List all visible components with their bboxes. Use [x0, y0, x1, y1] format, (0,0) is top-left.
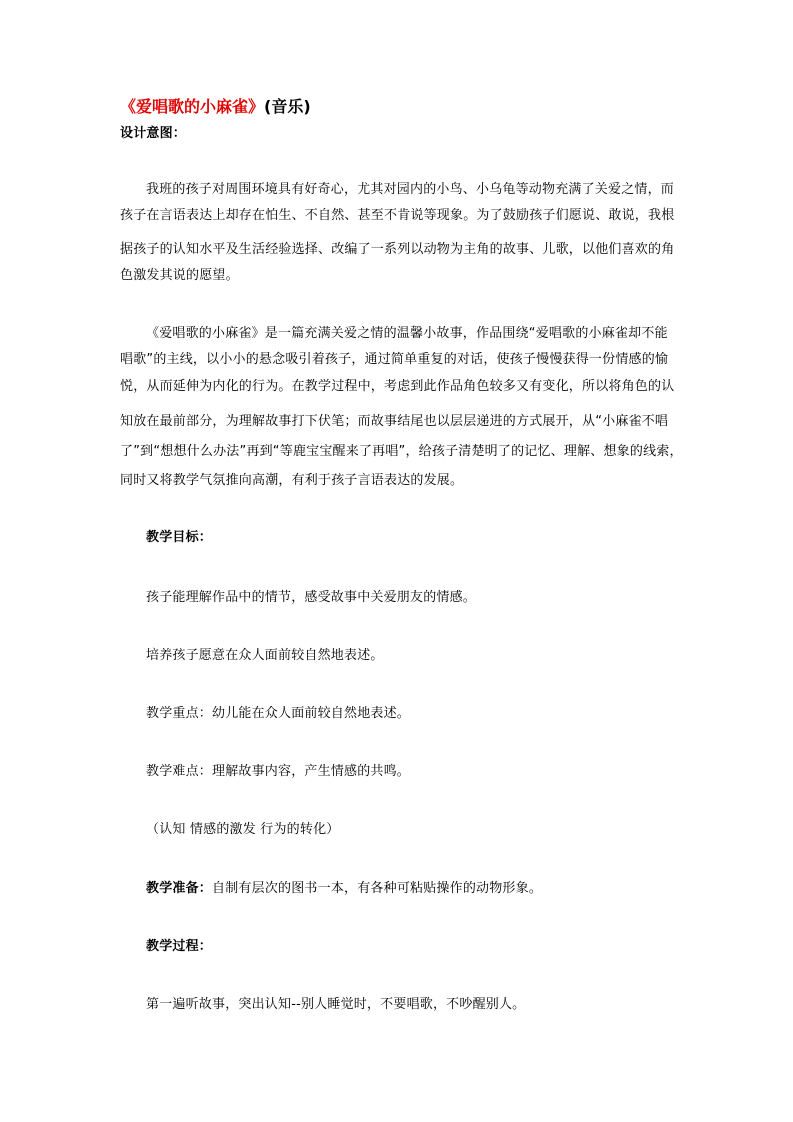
para2-line-5: 了”到“想想什么办法”再到“等鹿宝宝醒来了再唱”，给孩子清楚明了的记忆、理解、想象的线索， — [120, 444, 683, 459]
para1-line-2: 孩子在言语表达上却存在怕生、不自然、甚至不肯说等现象。为了鼓励孩子们愿说、敢说，我根 — [120, 208, 675, 223]
para1-line-1: 我班的孩子对周围环境具有好奇心，尤其对园内的小鸟、小乌龟等动物充满了关爱之情，而 — [146, 182, 675, 197]
note: （认知 情感的激发 行为的转化） — [146, 822, 340, 837]
goal-2: 培养孩子愿意在众人面前较自然地表述。 — [146, 648, 384, 663]
difficulty: 教学难点：理解故事内容，产生情感的共鸣。 — [146, 764, 411, 779]
goal-1: 孩子能理解作品中的情节，感受故事中关爱朋友的情感。 — [146, 590, 477, 605]
title-suffix: (音乐) — [264, 97, 311, 116]
para2-line-1: 《爱唱歌的小麻雀》是一篇充满关爱之情的温馨小故事，作品围绕“爱唱歌的小麻雀却不能 — [146, 326, 668, 341]
step-1: 第一遍听故事，突出认知--别人睡觉时，不要唱歌，不吵醒别人。 — [146, 997, 526, 1012]
prep-text: 自制有层次的图书一本，有各种可粘贴操作的动物形象。 — [212, 881, 543, 896]
document-title — [120, 96, 311, 118]
para1-line-4: 色激发其说的愿望。 — [120, 268, 239, 283]
para2-line-3: 悦，从而延伸为内化的行为。在教学过程中，考虑到此作品角色较多又有变化，所以将角色的认 — [120, 379, 675, 394]
prep-line — [146, 879, 542, 899]
design-intent-heading: 设计意图： — [120, 126, 187, 141]
para2-line-2: 唱歌”的主线，以小小的悬念吸引着孩子，通过简单重复的对话，使孩子慢慢获得一份情感的愉 — [120, 352, 669, 367]
goals-heading: 教学目标： — [146, 530, 213, 545]
para1-line-3: 据孩子的认知水平及生活经验选择、改编了一系列以动物为主角的故事、儿歌，以他们喜欢的角 — [120, 242, 675, 257]
para2-line-6: 同时又将教学气氛推向高潮，有利于孩子言语表达的发展。 — [120, 473, 464, 488]
key-point: 教学重点：幼儿能在众人面前较自然地表述。 — [146, 706, 411, 721]
prep-label: 教学准备： — [146, 881, 213, 896]
para2-line-4: 知放在最前部分，为理解故事打下伏笔；而故事结尾也以层层递进的方式展开，从“小麻雀不唱 — [120, 414, 669, 429]
process-heading: 教学过程： — [146, 939, 213, 954]
title-main: 《爱唱歌的小麻雀》 — [120, 97, 265, 116]
